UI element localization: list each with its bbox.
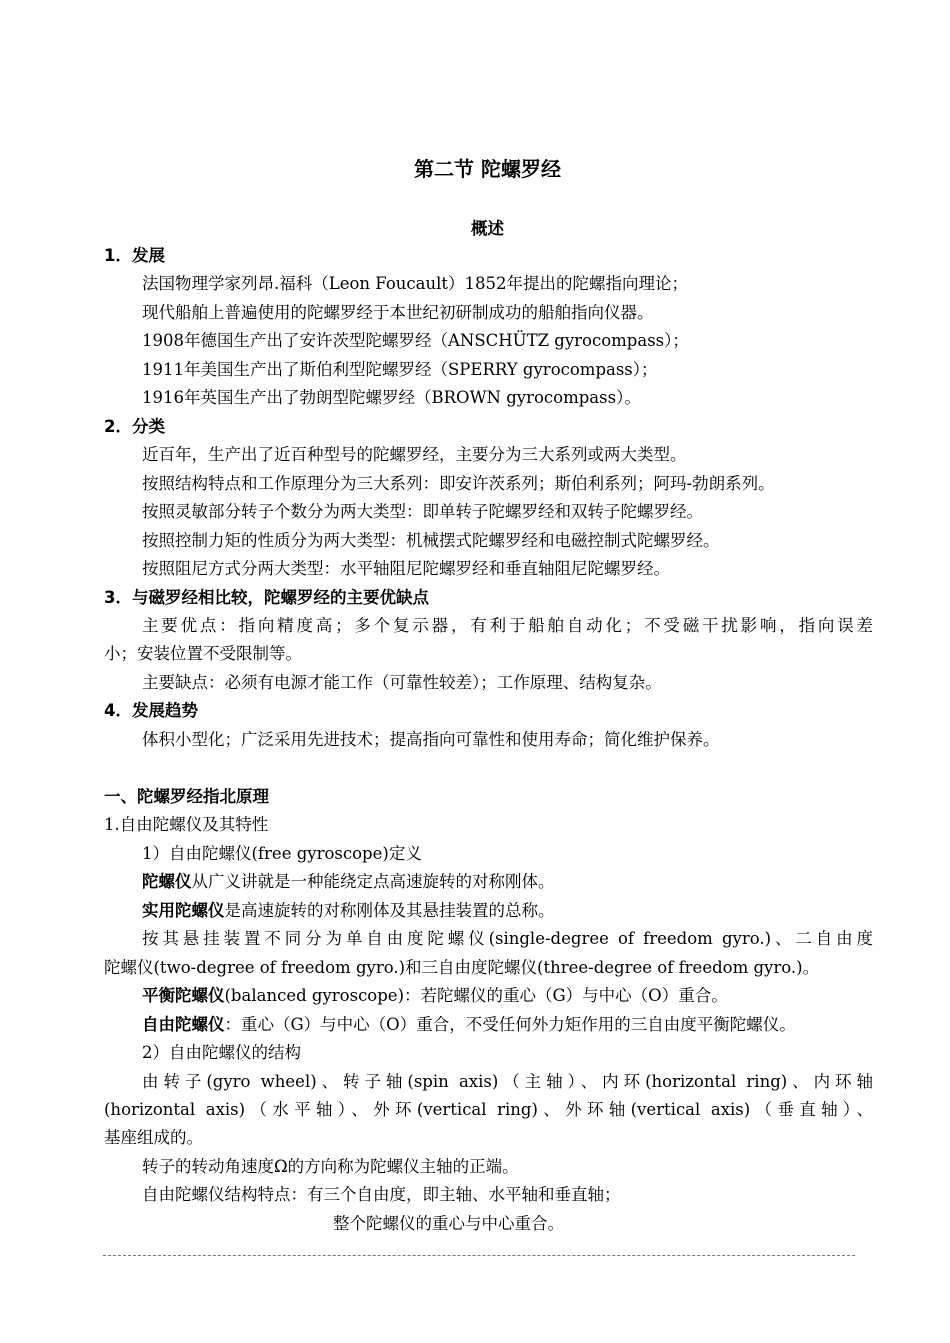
feature-line-2: 整个陀螺仪的重心与中心重合。 [333, 1214, 564, 1233]
classification-line-1: 近百年，生产出了近百种型号的陀螺罗经，主要分为三大系列或两大类型。 [142, 445, 687, 464]
classification-heading: 2．分类 [104, 417, 165, 436]
practical-gyroscope-text: 是高速旋转的对称刚体及其悬挂装置的总称。 [224, 901, 555, 920]
classification-line-2: 按照结构特点和工作原理分为三大系列：即安许茨系列；斯伯利系列；阿玛-勃朗系列。 [142, 474, 775, 493]
gyroscope-definition-text: 从广义讲就是一种能绕定点高速旋转的对称刚体。 [191, 872, 555, 891]
classification-line-4: 按照控制力矩的性质分为两大类型：机械摆式陀螺罗经和电磁控制式陀螺罗经。 [142, 531, 720, 550]
practical-gyroscope-term: 实用陀螺仪 [142, 901, 225, 920]
advantages-line-2: 小；安装位置不受限制等。 [104, 644, 302, 663]
free-gyro-subheading: 1.自由陀螺仪及其特性 [104, 815, 269, 834]
section-title: 第二节 陀螺罗经 [414, 157, 561, 181]
overview-heading: 概述 [471, 219, 504, 238]
structure-heading: 2）自由陀螺仪的结构 [142, 1043, 301, 1062]
development-heading: 1．发展 [104, 246, 165, 265]
feature-line-1: 自由陀螺仪结构特点：有三个自由度，即主轴、水平轴和垂直轴； [142, 1185, 621, 1204]
trend-line-1: 体积小型化；广泛采用先进技术；提高指向可靠性和使用寿命；简化维护保养。 [142, 730, 720, 749]
development-line-5: 1916年英国生产出了勃朗型陀螺罗经（BROWN gyrocompass）。 [142, 388, 641, 407]
part1-heading: 一、陀螺罗经指北原理 [104, 787, 269, 806]
disadvantages-line: 主要缺点：必须有电源才能工作（可靠性较差）；工作原理、结构复杂。 [142, 673, 662, 692]
balanced-gyroscope-definition [142, 985, 728, 1007]
gyroscope-term: 陀螺仪 [142, 872, 192, 891]
development-line-3: 1908年德国生产出了安许茨型陀螺罗经（ANSCHÜTZ gyrocompass）； [142, 331, 689, 350]
omega-line: 转子的转动角速度Ω的方向称为陀螺仪主轴的正端。 [142, 1157, 519, 1176]
suspension-line-2: 陀螺仪(two-degree of freedom gyro.)和三自由度陀螺仪(three-degree of freedom gyro.)。 [104, 958, 820, 977]
structure-line-3: 基座组成的。 [104, 1128, 203, 1147]
structure-line-2: (horizontal axis)（水平轴）、外环(vertical ring)、外环轴(vertical axis)（垂直轴）、 [104, 1100, 873, 1119]
gyroscope-definition [142, 871, 555, 893]
practical-gyroscope-definition [142, 900, 555, 922]
free-gyroscope-term: 自由陀螺仪 [142, 1015, 225, 1034]
development-line-4: 1911年美国生产出了斯伯利型陀螺罗经（SPERRY gyrocompass）； [142, 360, 658, 379]
suspension-line-1: 按其悬挂装置不同分为单自由度陀螺仪(single-degree of freedom gyro.)、二自由度 [142, 929, 873, 948]
balanced-gyroscope-term: 平衡陀螺仪 [142, 986, 225, 1005]
balanced-gyroscope-text: (balanced gyroscope)：若陀螺仪的重心（G）与中心（O）重合。 [224, 986, 728, 1005]
classification-line-3: 按照灵敏部分转子个数分为两大类型：即单转子陀螺罗经和双转子陀螺罗经。 [142, 502, 703, 521]
structure-line-1: 由转子(gyro wheel)、转子轴(spin axis)（主轴）、内环(horizontal ring)、内环轴 [142, 1072, 873, 1091]
free-gyroscope-text: ：重心（G）与中心（O）重合，不受任何外力矩作用的三自由度平衡陀螺仪。 [224, 1015, 796, 1034]
free-gyroscope-definition [142, 1014, 796, 1036]
development-line-2: 现代船舶上普遍使用的陀螺罗经于本世纪初研制成功的船舶指向仪器。 [142, 303, 654, 322]
advantages-line-1: 主要优点：指向精度高；多个复示器，有利于船舶自动化；不受磁干扰影响，指向误差 [142, 616, 873, 635]
definition-heading: 1）自由陀螺仪(free gyroscope)定义 [142, 844, 422, 863]
footer-divider [103, 1255, 855, 1256]
comparison-heading: 3．与磁罗经相比较，陀螺罗经的主要优缺点 [104, 588, 429, 607]
classification-line-5: 按照阻尼方式分两大类型：水平轴阻尼陀螺罗经和垂直轴阻尼陀螺罗经。 [142, 559, 670, 578]
development-line-1: 法国物理学家列昂.福科（Leon Foucault）1852年提出的陀螺指向理论； [142, 274, 688, 293]
trend-heading: 4．发展趋势 [104, 701, 198, 720]
